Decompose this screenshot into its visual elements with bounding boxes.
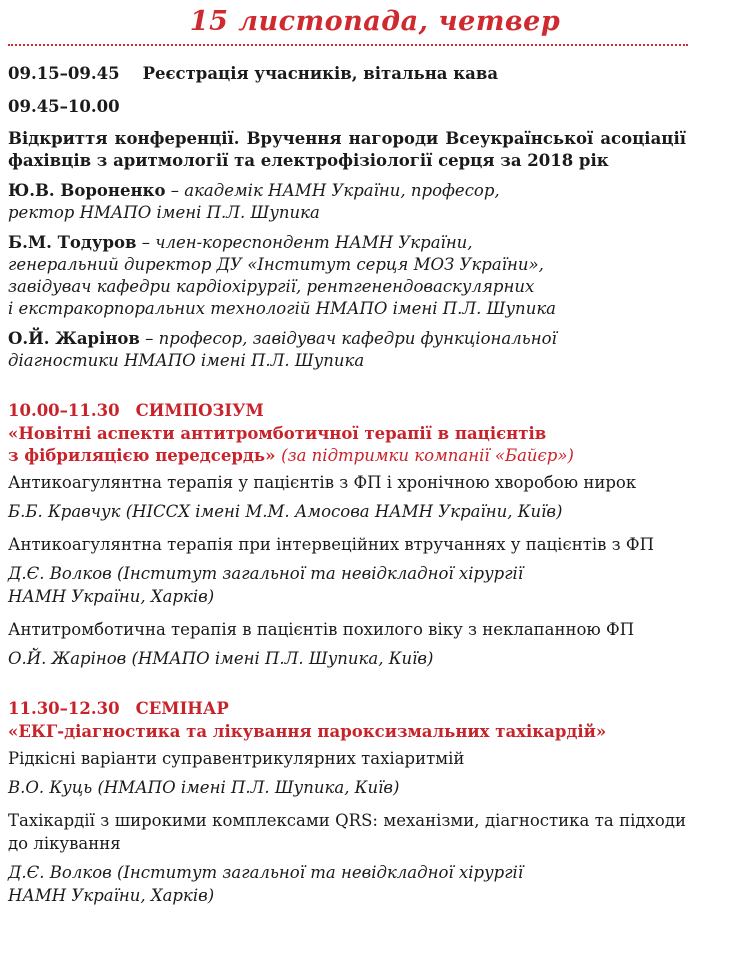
speaker-role: професор, завідувач кафедри функціональної xyxy=(158,329,557,348)
speaker-role: і екстракорпоральних технологій НМАПО імені П.Л. Шупика xyxy=(8,299,557,318)
seminar-header xyxy=(8,697,686,721)
speaker-role: ректор НМАПО імені П.Л. Шупика xyxy=(8,203,320,222)
talk-author: Б.Б. Кравчук (НІССХ імені М.М. Амосова НАМН України, Київ) xyxy=(8,502,563,521)
speaker-name: О.Й. Жарінов xyxy=(8,329,140,348)
registration-time: 09.15–09.45 xyxy=(8,64,120,83)
registration-item xyxy=(8,62,686,85)
schedule xyxy=(8,62,686,907)
speaker-role: діагностики НМАПО імені П.Л. Шупика xyxy=(8,351,365,370)
speaker-role: генеральний директор ДУ «Інститут серця МОЗ України», xyxy=(8,255,544,274)
talk-title: Антикоагулянтна терапія при інтервеційних втручаннях у пацієнтів з ФП xyxy=(8,535,654,554)
speaker-role: член-кореспондент НАМН України, xyxy=(155,233,473,252)
speaker-name: Ю.В. Вороненко xyxy=(8,181,166,200)
talk-author: Д.Є. Волков (Інститут загальної та невідкладної хірургії НАМН України, Харків) xyxy=(8,863,524,905)
speaker-role: академік НАМН України, професор, xyxy=(184,181,500,200)
opening-title: Відкриття конференції. Вручення нагороди Всеукраїнської асоціації фахівців з аритмології та електрофізіології серця за 2018 рік xyxy=(8,129,686,170)
talk-author: Д.Є. Волков (Інститут загальної та невідкладної хірургії НАМН України, Харків) xyxy=(8,564,524,606)
talk-title: Антитромботична терапія в пацієнтів похилого віку з неклапанною ФП xyxy=(8,620,635,639)
speaker-role: завідувач кафедри кардіохірургії, рентгенендоваскулярних xyxy=(8,277,535,296)
seminar-title: «ЕКГ-діагностика та лікування пароксизмальних тахікардій» xyxy=(8,722,607,741)
talk-title: Рідкісні варіанти суправентрикулярних тахіаритмій xyxy=(8,749,465,768)
talk-author: В.О. Куць (НМАПО імені П.Л. Шупика, Київ) xyxy=(8,778,400,797)
talk-title: Тахікардії з широкими комплексами QRS: механізми, діагностика та підходи до лікування xyxy=(8,811,686,853)
seminar-time: 11.30–12.30 xyxy=(8,699,120,718)
symposium-title: «Новітні аспекти антитромботичної терапії в пацієнтів з фібриляцією передсердь» (за підтримки компанії «Байєр») xyxy=(8,424,574,465)
opening-time: 09.45–10.00 xyxy=(8,97,120,116)
speaker-zharinov: О.Й. Жарінов – професор, завідувач кафедри функціональної діагностики НМАПО імені П.Л. Шупика xyxy=(8,329,557,370)
symposium-sponsor: (за підтримки компанії «Байєр») xyxy=(281,446,574,465)
speaker-voronenko: Ю.В. Вороненко – академік НАМН України, професор, ректор НМАПО імені П.Л. Шупика xyxy=(8,181,500,222)
dotted-divider xyxy=(8,44,688,46)
symposium-time: 10.00–11.30 xyxy=(8,401,120,420)
symposium-type: СИМПОЗІУМ xyxy=(135,401,264,420)
seminar-type: СЕМІНАР xyxy=(135,699,229,718)
registration-text: Реєстрація учасників, вітальна кава xyxy=(142,64,499,83)
talk-author: О.Й. Жарінов (НМАПО імені П.Л. Шупика, Київ) xyxy=(8,649,434,668)
page-title: 15 листопада, четвер xyxy=(189,6,561,37)
speaker-name: Б.М. Тодуров xyxy=(8,233,137,252)
speaker-todurov: Б.М. Тодуров – член-кореспондент НАМН України, генеральний директор ДУ «Інститут серця МОЗ України», завідувач кафедри кардіохірургії, рентгенендоваскулярних і екстракорпоральних технологій НМАПО імені П.Л. Шупика xyxy=(8,233,557,318)
talk-title: Антикоагулянтна терапія у пацієнтів з ФП і хронічною хворобою нирок xyxy=(8,473,637,492)
symposium-header xyxy=(8,399,686,423)
